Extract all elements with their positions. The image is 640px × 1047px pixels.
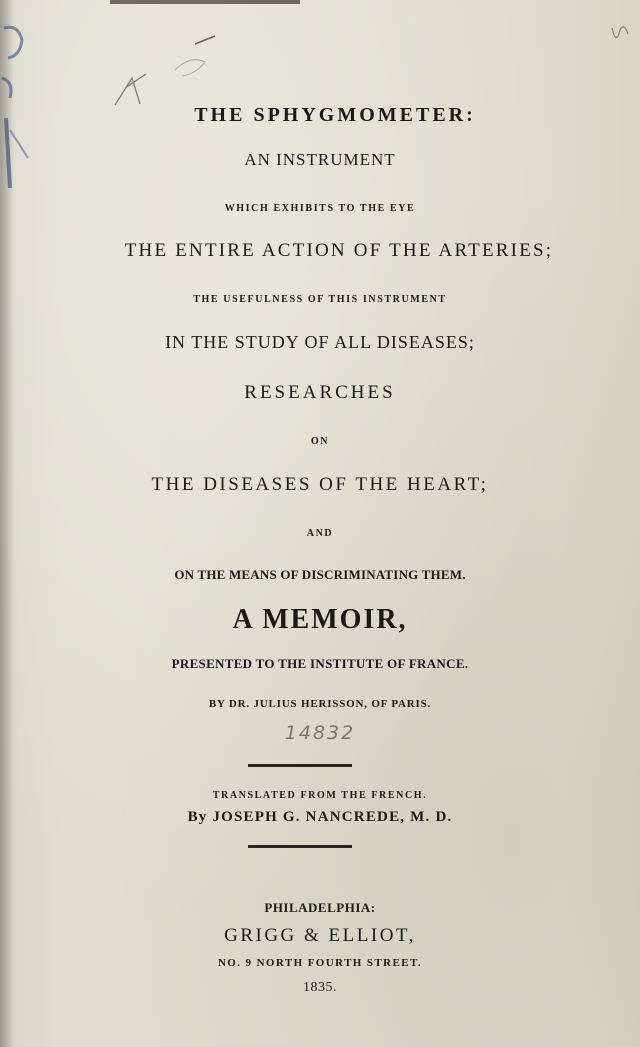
memoir-heading: A MEMOIR, [232,604,408,635]
subtitle-usefulness: THE USEFULNESS OF THIS INSTRUMENT [193,294,447,305]
imprint-city: PHILADELPHIA: [264,900,376,915]
handwritten-accession-number: 14832 [284,722,356,744]
subtitle: AN INSTRUMENT [244,150,396,169]
imprint-publisher: GRIGG & ELLIOT, [224,925,416,946]
subtitle-study: IN THE STUDY OF ALL DISEASES; [165,332,475,352]
subtitle-which-exhibits: WHICH EXHIBITS TO THE EYE [224,203,416,214]
subtitle-on: ON [310,436,330,447]
subtitle-means: ON THE MEANS OF DISCRIMINATING THEM. [174,567,466,582]
translated-line: TRANSLATED FROM THE FRENCH. [212,790,428,801]
book-title: THE SPHYGMOMETER: [194,104,476,126]
divider-rule [248,845,352,848]
translator-line: By JOSEPH G. NANCREDE, M. D. [187,809,453,825]
subtitle-researches: RESEARCHES [244,382,396,403]
presented-line: PRESENTED TO THE INSTITUTE OF FRANCE. [171,656,469,671]
imprint-year: 1835. [303,980,337,995]
divider-rule [248,764,352,767]
author-line: BY DR. JULIUS HERISSON, OF PARIS. [208,698,432,710]
subtitle-diseases-heart: THE DISEASES OF THE HEART; [151,474,489,495]
imprint-address: NO. 9 NORTH FOURTH STREET. [217,957,423,969]
subtitle-entire-action: THE ENTIRE ACTION OF THE ARTERIES; [124,240,554,261]
subtitle-and: AND [306,528,334,539]
